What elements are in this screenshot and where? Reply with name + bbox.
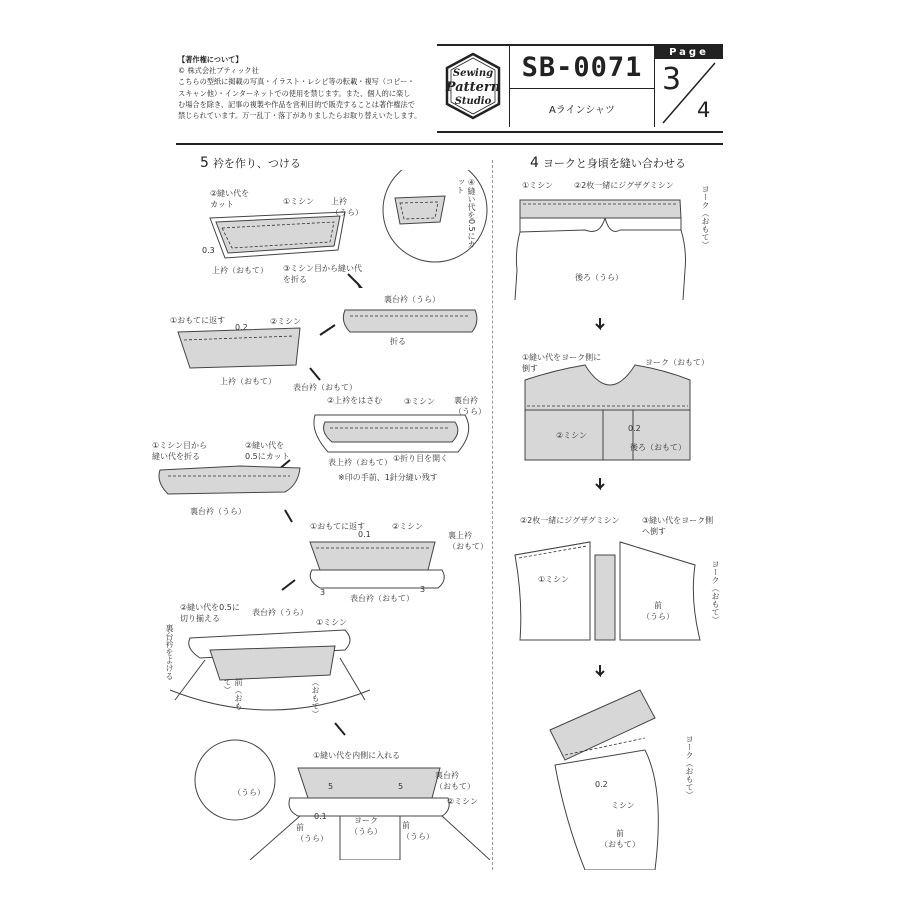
label: 0.2 [595,780,608,789]
front-right-final [555,750,658,870]
label: 5 [398,782,404,791]
label: 裏台衿 （おもて） [435,771,475,791]
label: 前（おもて） [223,678,243,710]
label: ④縫い代を0.5にカット [456,178,476,248]
placket [595,555,615,640]
logo-word: Pattern [445,80,501,95]
label: ②ミシン [556,431,587,440]
label: 5 [328,782,334,791]
label: ②縫い代を0.5に 切り揃える [180,603,240,623]
body-line [515,230,686,300]
label: ①ミシン [283,197,314,206]
label: ヨーク（おもて） [685,735,694,799]
page-label: Page [655,46,723,59]
label: 3 [320,588,326,597]
label: 0.2 [235,323,248,332]
label: 前 （おもて） [600,829,640,849]
label: 前 （うら） [642,601,674,621]
step4-title: ヨークと身頃を縫い合わせる [542,157,686,170]
body-line [175,660,205,700]
step5-number: 5 [200,155,209,171]
under-stand-collar-shape [343,310,477,332]
label: ヨーク（おもて） [645,358,709,367]
column-divider [492,160,493,870]
label: ①おもてに返す [310,522,366,531]
label: ①おもてに返す [170,316,226,325]
label: 上衿 （うら） [331,197,363,217]
label: ヨーク（おもて） [711,560,720,624]
label: 表台衿（おもて） [350,594,414,603]
label: ①縫い代をヨーク側に 倒す [522,353,602,373]
sewing-pattern-studio-logo [437,46,510,127]
zoom-circle [195,740,275,820]
step5-title: 衿を作り、つける [212,157,301,170]
label: ③縫い代をヨーク側 へ倒す [642,516,714,536]
label: 前 （うら） [402,821,434,841]
label: ①ミシン [316,618,347,627]
label: 0.1 [358,530,371,539]
label: 裏台衿をよける [165,624,174,680]
label: ②上衿をはさむ [327,396,383,405]
label: 表台衿（おもて） [293,383,357,392]
label: （おもて） [311,678,320,718]
front-piece [210,646,335,680]
arrow-icon [596,478,604,488]
arrow-icon [596,665,604,675]
label: 3 [420,585,426,594]
collar-final [298,768,440,798]
copyright-heading: 【著作権について】 [178,55,243,64]
copyright-line: 禁じられています。万一乱丁・落丁がありましたらお取り替えいたします。 [178,111,422,121]
label: ②ミシン [447,797,478,806]
label: 前 （うら） [296,823,328,843]
label: 後ろ（うら） [575,273,623,282]
copyright-notice [178,54,440,121]
label: ②ミシン [270,317,301,326]
label: 表台衿（うら） [252,608,308,617]
zoom-collar [395,196,445,224]
back-right [605,218,681,232]
arrow-icon [335,723,345,735]
header-rule [176,143,723,145]
label: ②縫い代を カット [210,189,250,209]
label: ミシン [611,801,635,810]
label: ③ミシン目から縫い代 を折る [283,264,362,284]
yoke-piece [520,200,681,218]
step5-heading [200,155,301,171]
back-left [520,218,605,232]
stand-collar-inner [324,422,458,442]
arrow-icon [310,368,320,380]
label: ②2枚一緒にジグザグミシン [574,181,674,190]
label: ①ミシン [538,575,569,584]
label: 0.2 [628,424,641,433]
label: ①ミシン目から 縫い代を折る [152,441,207,461]
arrow-icon [320,325,335,335]
pattern-code: SB-0071 [510,46,655,89]
label: ヨーク （うら） [350,816,382,836]
label: （うら） [233,788,265,797]
label: 裏上衿 （おもて） [448,531,488,551]
label: ※印の手前、1針分縫い残す [338,473,438,482]
page-current: 3 [662,62,682,97]
label: ②縫い代を 0.5にカット [245,441,290,461]
copyright-line: スキャン他）・インターネットでの使用を禁じます。また、個人的に楽し [178,88,411,98]
body-line [340,658,365,700]
label: ③ミシン [404,397,435,406]
label: 裏台衿（うら） [190,507,246,516]
front-right [620,542,700,640]
arrow-icon [596,318,604,328]
step4-number: 4 [530,155,539,171]
logo-word: Studio [454,96,492,107]
collar-turned-right [310,542,435,570]
pattern-title: Aラインシャツ [510,89,655,127]
upper-collar-turned [178,328,300,368]
label: 後ろ（おもて） [630,443,686,452]
label: 上衿（おもて） [220,377,276,386]
label: 0.3 [202,246,215,255]
logo-word: Sewing [452,68,494,79]
step4-heading [530,155,686,171]
under-stand-collar-folded [159,466,300,494]
label: ②ミシン [392,522,423,531]
copyright-line: こちらの型紙に掲載の写真・イラスト・レシピ等の転載・複写（コピー・ [178,77,415,87]
copyright-owner: © 株式会社ブティック社 [178,66,259,76]
arrow-icon [282,580,295,590]
label: ①ミシン [522,181,553,190]
page-total: 4 [697,98,711,122]
arrow-icon [285,510,292,522]
label: ヨーク（おもて） [701,185,710,249]
copyright-line: む場合を除き、記事の複製や作品を営利目的で販売することは著作権法で [178,99,415,109]
label: ②2枚一緒にジグザグミシン [520,516,620,525]
label: 0.1 [314,812,327,821]
label: 裏台衿（うら） [384,295,440,304]
label: ①折り目を開く [393,454,449,463]
yoke-right-final [550,690,655,760]
label: ①縫い代を内側に入れる [313,751,401,760]
label: 裏台衿 （うら） [454,396,486,416]
label: 表上衿（おもて） [328,458,392,467]
label: 折る [390,337,406,346]
label: 上衿（おもて） [212,266,268,275]
neckline [170,690,370,710]
